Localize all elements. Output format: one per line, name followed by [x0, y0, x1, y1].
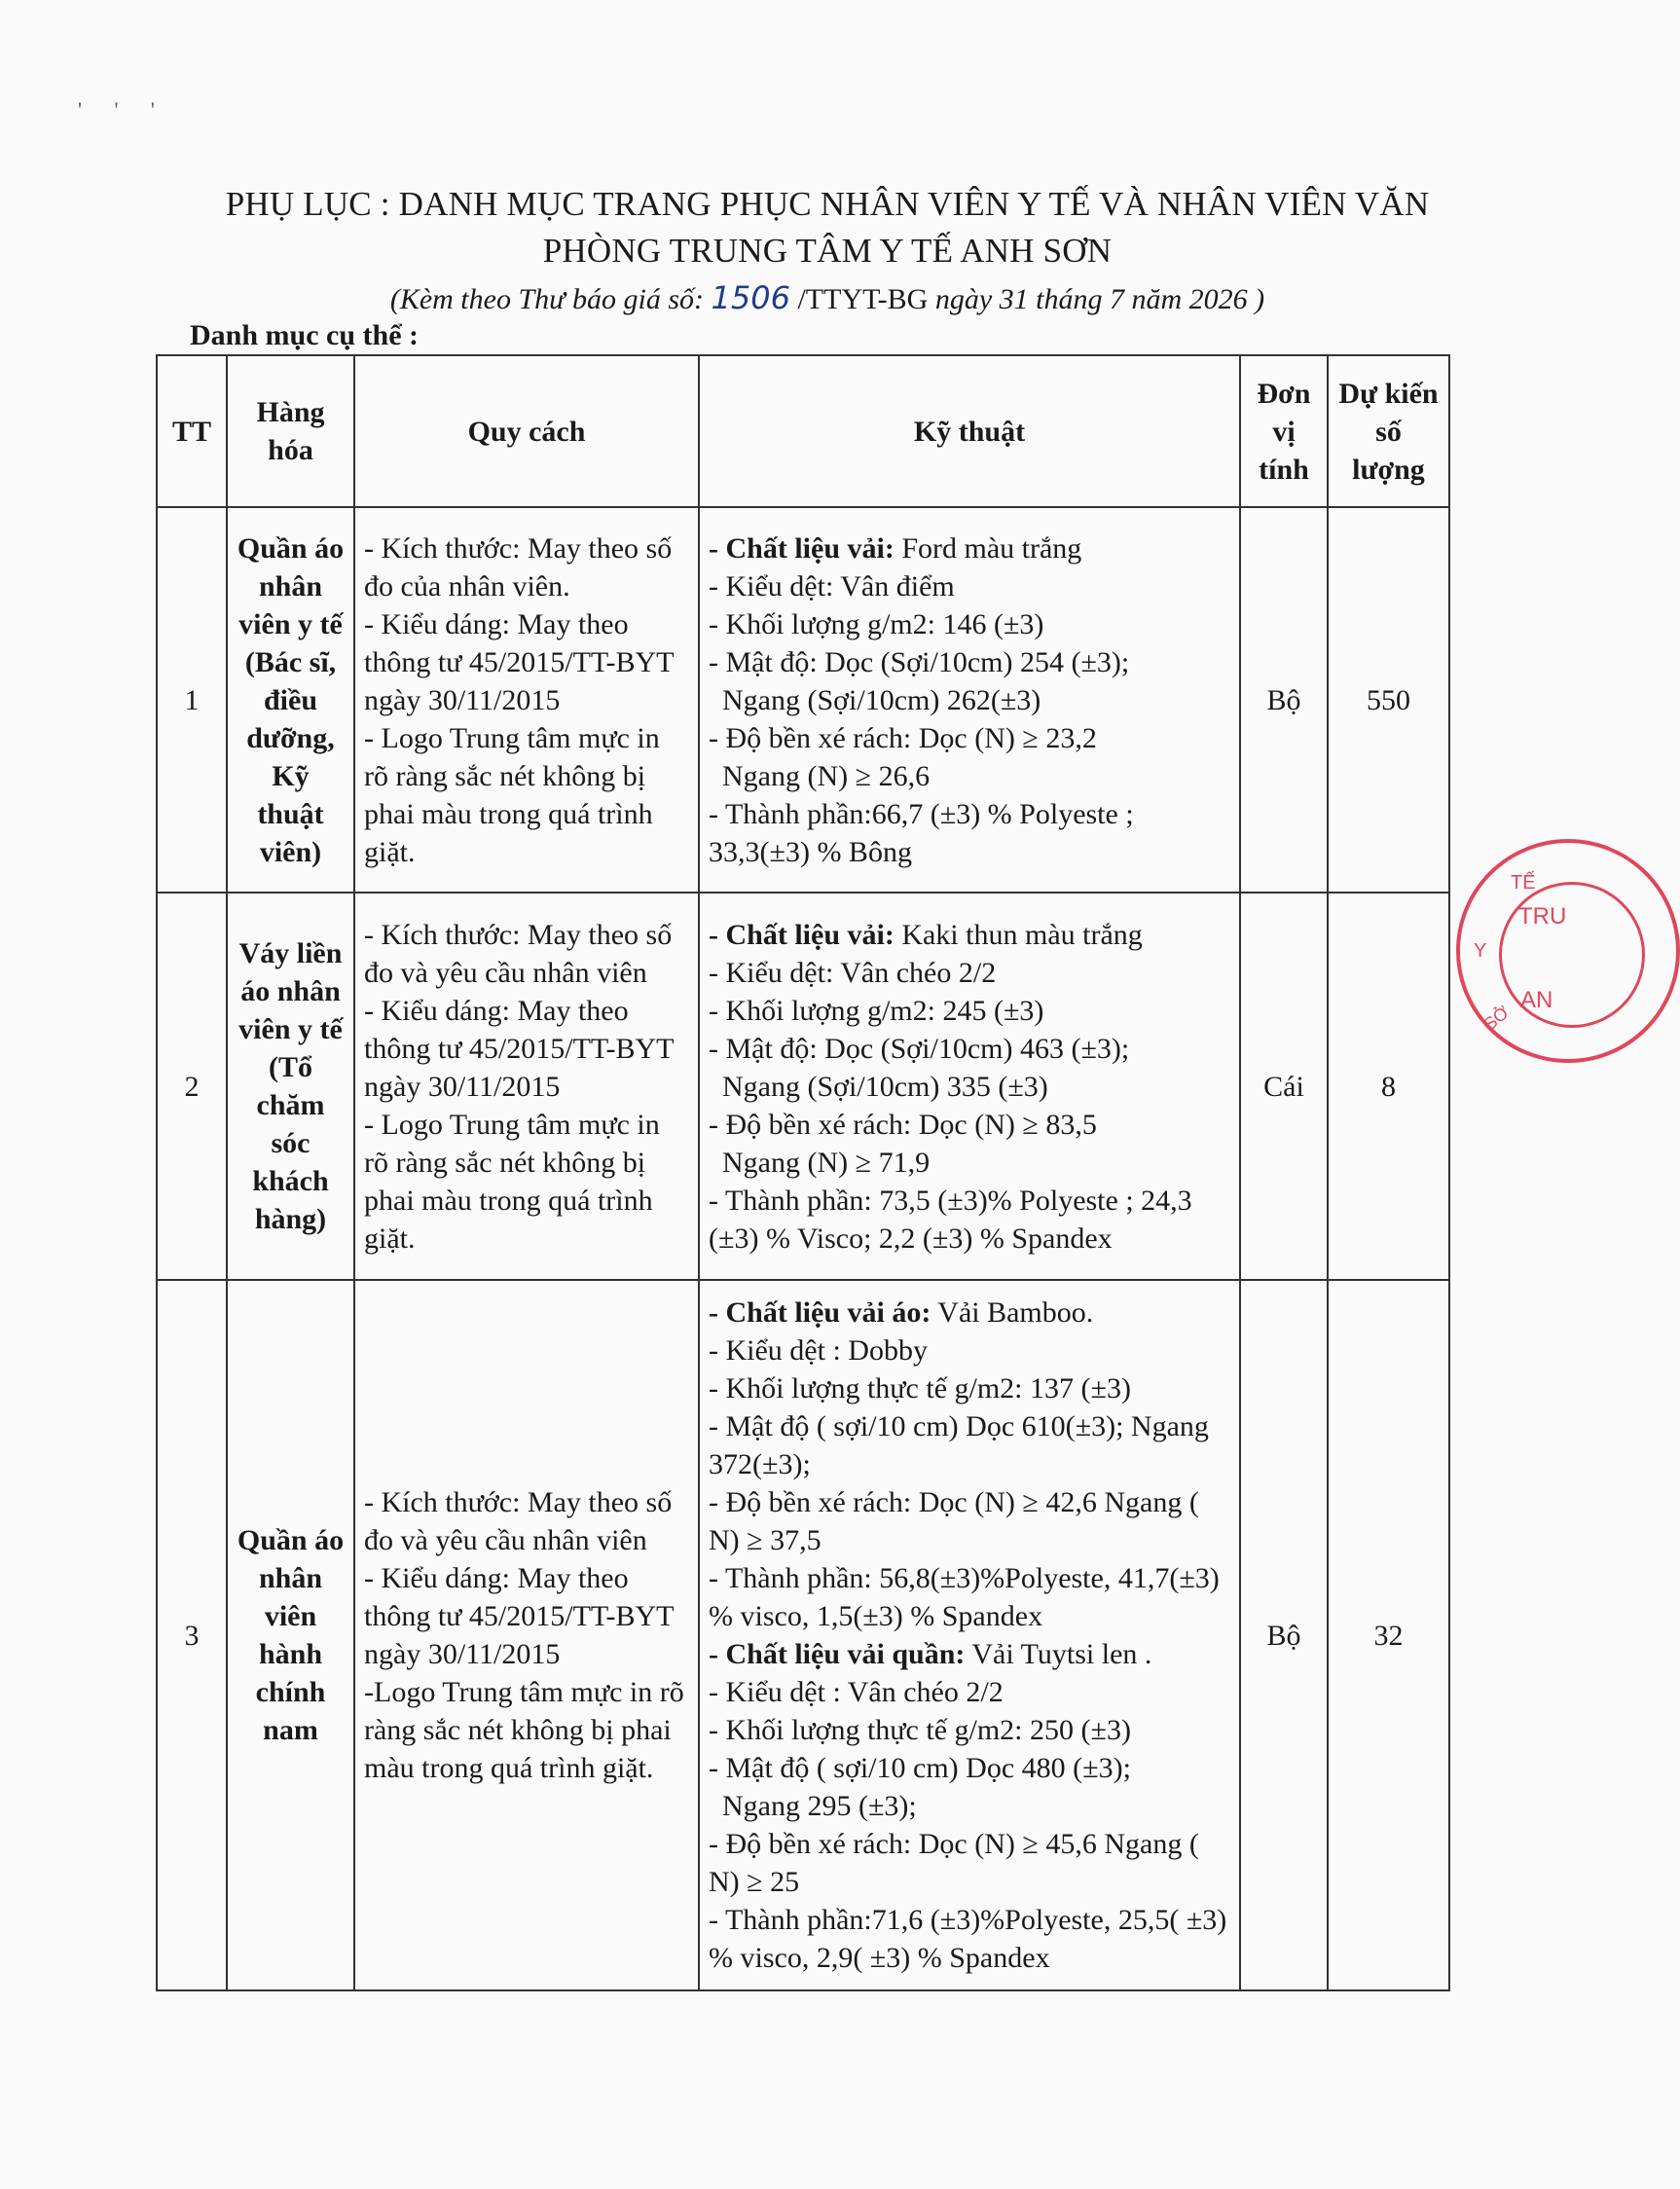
cell-goods: Quần áo nhân viên hành chính nam [227, 1280, 354, 1990]
tech-text: - Kiểu dệt : Dobby [709, 1334, 928, 1367]
tech-line [709, 1407, 1230, 1483]
cell-tech [699, 893, 1240, 1280]
tech-line [709, 1106, 1230, 1144]
table-header-row [157, 355, 1449, 507]
tech-line [709, 1483, 1230, 1559]
table-row [157, 1280, 1449, 1990]
tech-text: - Kiểu dệt: Vân chéo 2/2 [709, 956, 997, 989]
tech-line [709, 1332, 1230, 1369]
spec-line: - Logo Trung tâm mực in rõ ràng sắc nét không bị phai màu trong quá trình giặt. [364, 721, 660, 868]
tech-line [709, 1068, 1230, 1106]
tech-label: - Chất liệu vải áo: [709, 1296, 931, 1329]
ref-code: /TTYT-BG [797, 283, 929, 315]
tech-line [709, 1369, 1230, 1407]
table-row [157, 893, 1449, 1280]
tech-text: - Độ bền xé rách: Dọc (N) ≥ 45,6 Ngang ( N) ≥ 25 [709, 1828, 1199, 1898]
tech-line [709, 954, 1230, 992]
tech-line [709, 1635, 1230, 1673]
tech-text: - Khối lượng thực tế g/m2: 137 (±3) [709, 1372, 1131, 1405]
tech-text: Vải Bamboo. [931, 1296, 1094, 1329]
cell-spec [354, 1280, 699, 1990]
cell-goods: Váy liền áo nhân viên y tế (Tổ chăm sóc khách hàng) [227, 893, 354, 1280]
cell-tech [699, 507, 1240, 893]
list-heading: Danh mục cụ thể : [190, 319, 420, 351]
tech-line [709, 795, 1230, 871]
tech-line [709, 1901, 1230, 1977]
items-table [156, 354, 1450, 1991]
tech-text: Ngang (Sợi/10cm) 262(±3) [722, 683, 1041, 716]
header-goods: Hàng hóa [227, 355, 354, 507]
table-row [157, 507, 1449, 893]
cell-unit: Cái [1240, 893, 1328, 1280]
tech-text: - Thành phần: 73,5 (±3)% Polyeste ; 24,3 (±3) % Visco; 2,2 (±3) % Spandex [709, 1184, 1192, 1255]
stamp-text-a: TRU [1518, 903, 1567, 930]
tech-line [709, 1559, 1230, 1635]
tech-line [709, 1825, 1230, 1901]
tech-text: Ngang (N) ≥ 71,9 [722, 1146, 931, 1179]
page-title [136, 181, 1518, 274]
tech-text: - Độ bền xé rách: Dọc (N) ≥ 42,6 Ngang ( N) ≥ 37,5 [709, 1486, 1199, 1556]
stamp-text-b: AN [1520, 987, 1553, 1013]
header-spec: Quy cách [354, 355, 699, 507]
tech-line [709, 1749, 1230, 1787]
cell-qty: 32 [1328, 1280, 1449, 1990]
cell-qty: 550 [1328, 507, 1449, 893]
tech-line [709, 605, 1230, 643]
tech-text: - Mật độ ( sợi/10 cm) Dọc 610(±3); Ngang 372(±3); [709, 1410, 1209, 1480]
tech-line [709, 681, 1230, 719]
header-qty: Dự kiến số lượng [1328, 355, 1449, 507]
tech-line [709, 1787, 1230, 1825]
cell-tt: 2 [157, 893, 227, 1280]
tech-line [709, 1673, 1230, 1711]
cell-unit: Bộ [1240, 507, 1328, 893]
spec-line: - Kích thước: May theo số đo và yêu cầu nhân viên [364, 1486, 673, 1556]
tech-text: - Thành phần:66,7 (±3) % Polyeste ; 33,3(±3) % Bông [709, 797, 1134, 868]
tech-text: - Kiểu dệt : Vân chéo 2/2 [709, 1676, 1004, 1708]
spec-line: - Kích thước: May theo số đo của nhân viên. [364, 531, 673, 602]
title-line-1: PHỤ LỤC : DANH MỤC TRANG PHỤC NHÂN VIÊN Y TẾ VÀ NHÂN VIÊN VĂN [225, 185, 1430, 223]
tech-line [709, 916, 1230, 954]
cell-unit: Bộ [1240, 1280, 1328, 1990]
spec-line: - Kích thước: May theo số đo và yêu cầu nhân viên [364, 918, 673, 989]
tech-line [709, 1030, 1230, 1068]
tech-line [709, 567, 1230, 605]
spec-line: - Logo Trung tâm mực in rõ ràng sắc nét không bị phai màu trong quá trình giặt. [364, 1108, 660, 1255]
tech-label: - Chất liệu vải: [709, 918, 895, 951]
cell-spec [354, 507, 699, 893]
tech-line [709, 757, 1230, 795]
cell-tt: 3 [157, 1280, 227, 1990]
tech-text: Kaki thun màu trắng [894, 918, 1143, 951]
header-tt: TT [157, 355, 227, 507]
tech-text: Ford màu trắng [894, 531, 1082, 565]
tech-line [709, 1711, 1230, 1749]
tech-text: Vải Tuytsi len . [965, 1638, 1152, 1670]
red-stamp [1456, 839, 1680, 1063]
tech-line [709, 992, 1230, 1030]
tech-label: - Chất liệu vải quần: [709, 1638, 966, 1670]
spec-line: - Kiểu dáng: May theo thông tư 45/2015/TT-BYT ngày 30/11/2015 [364, 607, 674, 716]
header-unit: Đơn vị tính [1240, 355, 1328, 507]
cell-tech [699, 1280, 1240, 1990]
tech-text: - Thành phần: 56,8(±3)%Polyeste, 41,7(±3) % visco, 1,5(±3) % Spandex [709, 1562, 1220, 1632]
tech-line [709, 1294, 1230, 1332]
tech-text: - Kiểu dệt: Vân điểm [709, 569, 955, 602]
tech-line [709, 529, 1230, 567]
tech-text: - Khối lượng g/m2: 146 (±3) [709, 607, 1044, 640]
tech-line [709, 1144, 1230, 1182]
spec-line: - Kiểu dáng: May theo thông tư 45/2015/TT-BYT ngày 30/11/2015 [364, 994, 674, 1103]
tech-text: Ngang (Sợi/10cm) 335 (±3) [722, 1070, 1048, 1103]
tech-text: Ngang 295 (±3); [722, 1790, 917, 1822]
ref-date: ngày 31 tháng 7 năm 2026 ) [934, 283, 1265, 315]
cell-spec [354, 893, 699, 1280]
stamp-text-e: SỞ [1479, 1002, 1514, 1035]
cell-tt: 1 [157, 507, 227, 893]
tech-text: - Độ bền xé rách: Dọc (N) ≥ 83,5 [709, 1108, 1097, 1141]
spec-line: - Kiểu dáng: May theo thông tư 45/2015/TT-BYT ngày 30/11/2015 [364, 1562, 674, 1670]
tech-text: - Mật độ: Dọc (Sợi/10cm) 254 (±3); [709, 645, 1130, 678]
ref-prefix: (Kèm theo Thư báo giá số: [389, 283, 705, 315]
tech-line [709, 643, 1230, 681]
stamp-text-d: Y [1474, 940, 1487, 962]
tech-line [709, 1182, 1230, 1258]
reference-line [136, 278, 1518, 319]
title-line-2: PHÒNG TRUNG TÂM Y TẾ ANH SƠN [542, 232, 1113, 270]
tech-text: - Mật độ ( sợi/10 cm) Dọc 480 (±3); [709, 1752, 1131, 1784]
cell-goods: Quần áo nhân viên y tế (Bác sĩ, điều dưỡng, Kỹ thuật viên) [227, 507, 354, 893]
tech-text: - Mật độ: Dọc (Sợi/10cm) 463 (±3); [709, 1032, 1130, 1065]
cell-qty: 8 [1328, 893, 1449, 1280]
scan-specks: ' ' ' [78, 97, 168, 122]
tech-text: - Thành phần:71,6 (±3)%Polyeste, 25,5( ±3) % visco, 2,9( ±3) % Spandex [709, 1904, 1227, 1974]
header-tech: Kỹ thuật [699, 355, 1240, 507]
tech-text: - Khối lượng g/m2: 245 (±3) [709, 994, 1044, 1027]
ref-number-handwritten: 1506 [711, 279, 790, 316]
tech-text: - Độ bền xé rách: Dọc (N) ≥ 23,2 [709, 721, 1097, 754]
tech-text: Ngang (N) ≥ 26,6 [722, 759, 931, 792]
stamp-text-c: TẾ [1511, 872, 1536, 894]
tech-line [709, 719, 1230, 757]
tech-text: - Khối lượng thực tế g/m2: 250 (±3) [709, 1714, 1131, 1746]
spec-line: -Logo Trung tâm mực in rõ ràng sắc nét không bị phai màu trong quá trình giặt. [364, 1676, 684, 1784]
tech-label: - Chất liệu vải: [709, 531, 895, 565]
